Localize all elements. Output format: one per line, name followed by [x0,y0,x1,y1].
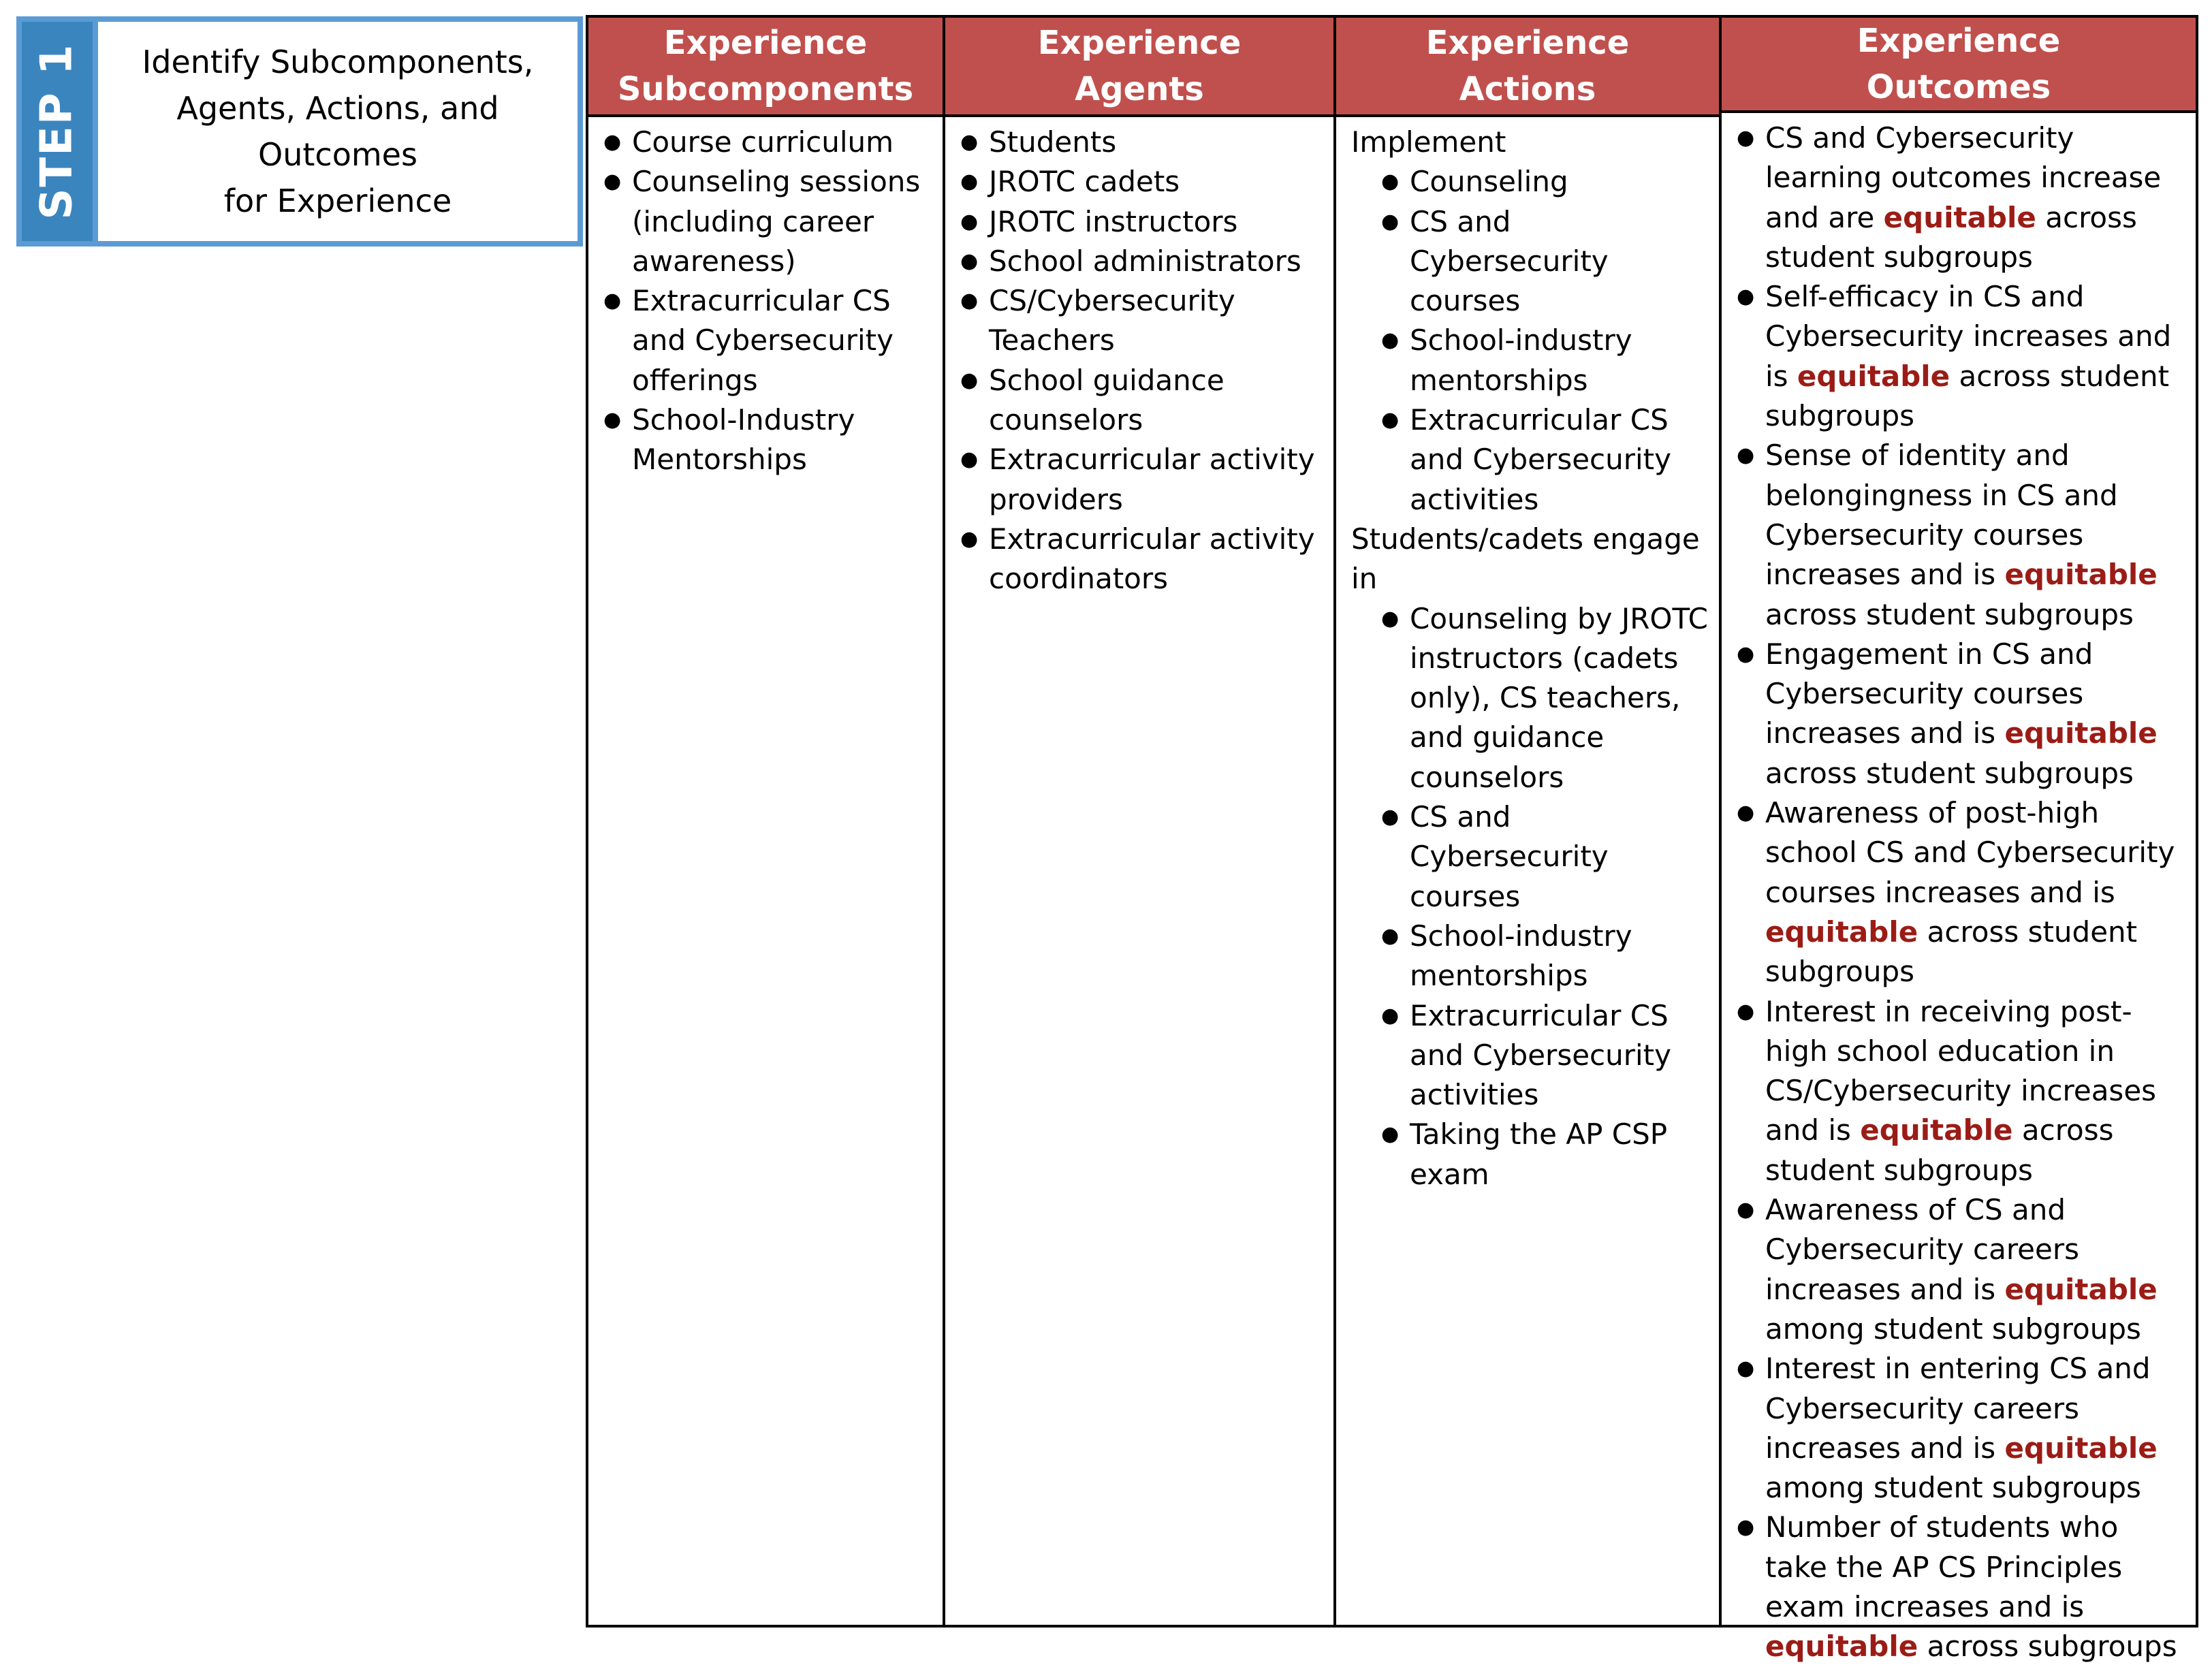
outcome-text: Self-efficacy in CS and Cybersecurity increases and is [1765,280,2172,393]
outcome-item [1737,992,2187,1190]
outcome-item [1737,277,2187,436]
implement-title: Implement [1351,125,1506,159]
outcome-item [1737,793,2187,991]
experience-table [586,15,2198,1664]
equitable-highlight: equitable [2004,716,2158,750]
engage-list [1351,599,1711,1194]
engage-item: ● CS and Cybersecurity courses [1381,797,1711,917]
outcome-item [1737,635,2187,793]
agents-body [945,117,1333,599]
column-outcomes [1719,18,2196,1664]
outcome-text-end: across student subgroups [1765,359,2170,433]
subcomponents-list [603,123,934,480]
outcome-text-end: across subgroups [1927,1630,2177,1664]
outcome-text: Engagement in CS and Cybersecurity courses increases and is [1765,637,2094,750]
equitable-highlight: equitable [1797,359,1950,393]
implement-list [1351,162,1711,520]
outcome-text: Awareness of post-high school CS and Cybersecurity courses increases and is [1765,796,2175,909]
implement-item: ● Counseling [1381,162,1711,202]
outcome-text-end: across student subgroups [1765,756,2134,790]
outcome-text: CS and Cybersecurity learning outcomes increase and are [1765,121,2162,234]
agent-item: ● School guidance counselors [960,361,1325,441]
agent-item: ● Extracurricular activity providers [960,440,1325,520]
outcome-item [1737,1190,2187,1349]
engage-item: ● Taking the AP CSP exam [1381,1115,1711,1194]
outcome-item [1737,436,2187,634]
outcome-text-end: across student subgroups [1765,597,2134,631]
step-title: Identify Subcomponents, Agents, Actions, and Outcomes for Experience [142,44,534,219]
outcome-text: Interest in entering CS and Cybersecurity careers increases and is [1765,1352,2151,1465]
equitable-highlight: equitable [1765,915,1918,949]
outcome-item [1737,1349,2187,1508]
actions-body [1336,117,1719,1194]
outcome-text-end: across student subgroups [1765,1113,2114,1187]
agent-item: ● Students [960,123,1325,162]
step-label: STEP 1 [32,43,82,220]
engage-item: ● Counseling by JROTC instructors (cadets only), CS teachers, and guidance counselors [1381,599,1711,797]
subcomponent-item: ● Extracurricular CS and Cybersecurity offerings [603,281,934,400]
outcome-text-end: across student subgroups [1765,915,2138,989]
agent-item: ● JROTC instructors [960,202,1325,242]
engage-item: ● School-industry mentorships [1381,917,1711,996]
header-agents-label: Experience Agents [1037,24,1242,108]
header-subcomponents-label: Experience Subcomponents [617,24,914,108]
subcomponents-body [588,117,943,480]
agent-item: ● CS/Cybersecurity Teachers [960,281,1325,361]
outcome-text-end: across student subgroups [1765,200,2137,274]
header-actions [1336,18,1719,117]
outcome-item [1737,1508,2187,1666]
outcome-text: Interest in receiving post-high school education in CS/Cybersecurity increases and is [1765,994,2157,1147]
outcome-text: Awareness of CS and Cybersecurity careers increases and is [1765,1193,2079,1306]
engage-title: Students/cadets engage in [1351,522,1700,596]
agents-list [960,123,1325,599]
implement-item: ● CS and Cybersecurity courses [1381,202,1711,321]
agent-item: ● JROTC cadets [960,162,1325,202]
column-subcomponents [588,18,943,1625]
header-outcomes-label: Experience Outcomes [1856,22,2061,106]
step-description [98,22,578,241]
column-agents [943,18,1333,1625]
outcome-item [1737,118,2187,277]
outcomes-body [1722,113,2196,1667]
step-box [16,16,583,247]
equitable-highlight: equitable [1860,1113,2013,1147]
header-actions-label: Experience Actions [1425,24,1630,108]
outcome-text-end: among student subgroups [1765,1312,2141,1346]
header-outcomes [1722,18,2196,113]
implement-item: ● Extracurricular CS and Cybersecurity activities [1381,400,1711,520]
equitable-highlight: equitable [2004,558,2158,592]
equitable-highlight: equitable [2004,1431,2158,1465]
subcomponent-item: ● School-Industry Mentorships [603,400,934,480]
outcome-text: Sense of identity and belongingness in CS and Cybersecurity courses increases and is [1765,439,2118,592]
engage-item: ● Extracurricular CS and Cybersecurity activities [1381,996,1711,1115]
agent-item: ● Extracurricular activity coordinators [960,520,1325,599]
equitable-highlight: equitable [1765,1630,1918,1664]
header-subcomponents [588,18,943,117]
header-agents [945,18,1333,117]
equitable-highlight: equitable [1883,200,2036,234]
equitable-highlight: equitable [2004,1272,2158,1306]
step-tab [22,22,98,241]
outcome-text-end: among student subgroups [1765,1471,2141,1505]
column-actions [1333,18,1719,1625]
subcomponent-item: ● Counseling sessions (including career awareness) [603,162,934,281]
outcomes-list [1737,118,2187,1667]
implement-item: ● School-industry mentorships [1381,321,1711,400]
agent-item: ● School administrators [960,242,1325,281]
outcome-text: Number of students who take the AP CS Principles exam increases and is [1765,1510,2123,1623]
subcomponent-item: ● Course curriculum [603,123,934,162]
